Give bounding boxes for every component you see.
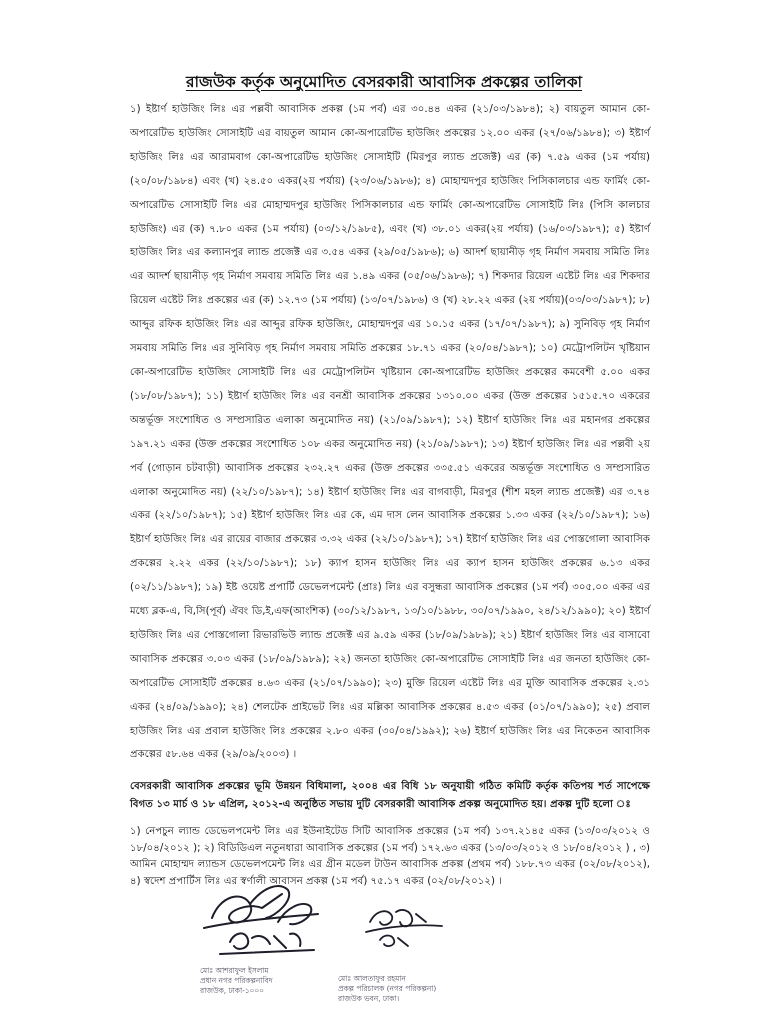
right-signature-office: রাজউক ভবন, ঢাকা। xyxy=(338,993,400,1003)
right-handwritten-signature xyxy=(330,898,480,970)
left-signature-office: রাজউক, ঢাকা-১০০০ xyxy=(200,985,264,995)
right-signature-stamp xyxy=(338,974,436,1003)
left-signature-designation: প্রধান নগর পরিকল্পনাবিদ xyxy=(200,975,273,985)
left-handwritten-signature xyxy=(190,878,340,960)
right-signature-name: মোঃ আলতাফুর রহমান xyxy=(338,974,406,983)
committee-approval-paragraph: বেসরকারী আবাসিক প্রকল্পের ভূমি উন্নয়ন বিধিমালা, ২০০৪ এর বিধি ১৮ অনুযায়ী গঠিত কমিটি কর্তৃক কতিপয় শর্ত সাপেক্ষে বিগত ১৩ মার্চ ও ১৮ এপ্রিল, ২০১২-এ অনুষ্ঠিত সভায় দুটি বেসরকারী আবাসিক প্রকল্প অনুমোদিত হয়। প্রকল্প দুটি হলো ঃ xyxy=(130,781,650,810)
document-title: রাজউক কর্তৃক অনুমোদিত বেসরকারী আবাসিক প্রকল্পের তালিকা xyxy=(185,73,583,91)
new-projects-list-paragraph: ১) নেপচুন ল্যান্ড ডেভেলপমেন্ট লিঃ এর ইউনাইটেড সিটি আবাসিক প্রকল্পের (১ম পর্ব) ১৩৭.২১৪৫ একর (১৩/০৩/২০১২ ও ১৮/০৪/২০১২ ); ২) বিডিডিএল নতুনধারা আবাসিক প্রকল্পের (১ম পর্ব) ১৭২.৬৩ একর (১৩/০৩/২০১২ ও ১৮/০৪/২০১২ ) , ৩) আমিন মোহাম্মদ ল্যান্ডস ডেভেলপমেন্ট লিঃ এর গ্রীন মডেল টাউন আবাসিক প্রকল্প (প্রথম পর্ব) ১৮৮.৭৩ একর (০২/০৮/২০১২), ৪) স্বদেশ প্রপার্টিস লিঃ এর স্বর্ণালী আবাসন প্রকল্প (১ম পর্ব) ৭৫.১৭ একর (০২/০৮/২০১২) । xyxy=(130,826,650,887)
right-signature-designation: প্রকল্প পরিচালক (নগর পরিকল্পনা) xyxy=(338,983,437,993)
left-signature-name: মোঃ আশরাফুল ইসলাম xyxy=(200,966,269,975)
approved-projects-list-paragraph: ১) ইষ্টার্ণ হাউজিং লিঃ এর পল্লবী আবাসিক প্রকল্প (১ম পর্ব) এর ৩০.৪৪ একর (২১/০৩/১৯৮৪); ২) বায়তুল আমান কো-অপারেটিভ হাউজিং সোসাইটি এর বায়তুল আমান কো-অপারেটিভ হাউজিং প্রকল্পের ১২.০০ একর (২৭/০৬/১৯৮৪); ৩) ইষ্টার্ণ হাউজিং লিঃ এর আরামবাগ কো-অপারেটিভ হাউজিং সোসাইটি (মিরপুর ল্যান্ড প্রজেক্ট) এর (ক) ৭.৫৯ একর (১ম পর্যায়) (২০/০৮/১৯৮৪) এবং (খ) ২৪.৫০ একর(২য় পর্যায়) (২৩/০৬/১৯৮৬); ৪) মোহাম্মদপুর হাউজিং পিসিকালচার এন্ড ফার্মিং কো-অপারেটিভ সোসাইটি লিঃ এর মোহাম্মদপুর হাউজিং পিসিকালচার এন্ড ফার্মিং কো-অপারেটিভ সোসাইটি লিঃ (পিসি কালচার হাউজিং) এর (ক) ৭.৮০ একর (১ম পর্যায়) (০৩/১২/১৯৮৫), এবং (খ) ৩৮.০১ একর(২য় পর্যায়) (১৬/০৩/১৯৮৭); ৫) ইষ্টার্ণ হাউজিং লিঃ এর কল্যানপুর ল্যান্ড প্রজেক্ট এর ৩.৫৪ একর (২৯/০৫/১৯৮৬); ৬) আদর্শ ছায়ানীড় গৃহ নির্মাণ সমবায় সমিতি লিঃ এর আদর্শ ছায়ানীড় গৃহ নির্মাণ সমবায় সমিতি লিঃ এর ১.৪৯ একর (০৫/০৬/১৯৮৬); ৭) শিকদার রিয়েল এষ্টেট লিঃ এর শিকদার রিয়েল এষ্টেট লিঃ প্রকল্পের এর (ক) ১২.৭৩ (১ম পর্যায়) (১৩/০৭/১৯৮৬) ও (খ) ২৮.২২ একর (২য় পর্যায়)(০৩/০৩/১৯৮৭); ৮) আব্দুর রফিক হাউজিং লিঃ এর আব্দুর রফিক হাউজিং, মোহাম্মদপুর এর ১০.১৫ একর (১৭/০৭/১৯৮৭); ৯) সুনিবিড় গৃহ নির্মাণ সমবায় সমিতি লিঃ এর সুনিবিড় গৃহ নির্মাণ সমবায় সমিতি প্রকল্পের ১৮.৭১ একর (২০/০৪/১৯৮৭); ১০) মেট্রোপলিটন খৃষ্টিয়ান কো-অপারেটিভ হাউজিং সোসাইটি লিঃ এর মেট্রোপলিটন খৃষ্টিয়ান কো-অপারেটিভ হাউজিং প্রকল্পের কমবেশী ৫.০০ একর (১৮/০৮/১৯৮৭); ১১) ইষ্টার্ণ হাউজিং লিঃ এর বনশ্রী আবাসিক প্রকল্পের ১৩১০.০০ একর (উক্ত প্রকল্পের ১৫১৫.৭০ একরের অন্তর্ভূক্ত সংশোধিত ও সম্প্রসারিত এলাকা অনুমোদিত নয়) (২১/০৯/১৯৮৭); ১২) ইষ্টার্ণ হাউজিং লিঃ এর মহানগর প্রকল্পের ১৯৭.২১ একর (উক্ত প্রকল্পের সংশোধিত ১০৮ একর অনুমোদিত নয়) (২১/০৯/১৯৮৭); ১৩) ইষ্টার্ণ হাউজিং লিঃ এর পল্লবী ২য় পর্ব (গোড়ান চটবাড়ী) আবাসিক প্রকল্পের ২৩২.২৭ একর (উক্ত প্রকল্পের ৩৩৫.৫১ একরের অন্তর্ভূক্ত সংশোধিত ও সম্প্রসারিত এলাকা অনুমোদিত নয়) (২২/১০/১৯৮৭); ১৪) ইষ্টার্ণ হাউজিং লিঃ এর বাগবাড়ী, মিরপুর (শীশ মহল ল্যান্ড প্রজেক্ট) এর ৩.৭৪ একর (২২/১০/১৯৮৭); ১৫) ইষ্টার্ণ হাউজিং লিঃ এর কে, এম দাস লেন আবাসিক প্রকল্পের ১.৩৩ একর (২২/১০/১৯৮৭); ১৬) ইষ্টার্ণ হাউজিং লিঃ এর রায়ের বাজার প্রকল্পের ৩.৩২ একর (২২/১০/১৯৮৭); ১৭) ইষ্টার্ণ হাউজিং লিঃ এর পোস্তগোলা আবাসিক প্রকল্পের ২.২২ একর (২২/১০/১৯৮৭); ১৮) ক্যাপ হাসন হাউজিং লিঃ এর ক্যাপ হাসন হাউজিং প্রকল্পের ৬.১৩ একর (০২/১১/১৯৮৭); ১৯) ইষ্ট ওয়েষ্ট প্রপার্টি ডেভেলপমেন্ট (প্রাঃ) লিঃ এর বসুন্ধরা আবাসিক প্রকল্পের (১ম পর্ব) ৩০৫.০০ একর এর মধ্যে ব্লক-এ, বি,সি(পূর্ব) ঐবং ডি,ই,এফ(আংশিক) (৩০/১২/১৯৮৭, ১৩/১০/১৯৮৮, ৩০/০৭/১৯৯০, ২৪/১২/১৯৯০); ২০) ইষ্টার্ণ হাউজিং লিঃ এর পোস্তগোলা রিভারভিউ ল্যান্ড প্রজেক্ট এর ৯.৫৯ একর (১৮/০৯/১৯৮৯); ২১) ইষ্টার্ণ হাউজিং লিঃ এর বাসাবো আবাসিক প্রকল্পের ৩.০৩ একর (১৮/০৯/১৯৮৯); ২২) জনতা হাউজিং কো-অপারেটিভ সোসাইটি লিঃ এর জনতা হাউজিং কো-অপারেটিভ সোসাইটি প্রকল্পের ৪.৬৩ একর (২১/০৭/১৯৯০); ২৩) মুক্তি রিয়েল এষ্টেট লিঃ এর মুক্তি আবাসিক প্রকল্পের ২.৩১ একর (২৪/০৯/১৯৯০); ২৪) শেলটেক প্রাইভেট লিঃ এর মল্লিকা আবাসিক প্রকল্পের ৪.৫৩ একর (০১/০৭/১৯৯০); ২৫) প্রবাল হাউজিং লিঃ এর প্রবাল হাউজিং লিঃ প্রকল্পের ২.৮০ একর (৩০/০৪/১৯৯২); ২৬) ইষ্টার্ণ হাউজিং লিঃ এর নিকেতন আবাসিক প্রকল্পের ৫৮.৬৪ একর (২৯/০৯/২০০৩) । xyxy=(130,104,650,761)
left-signature-stamp xyxy=(200,966,273,995)
